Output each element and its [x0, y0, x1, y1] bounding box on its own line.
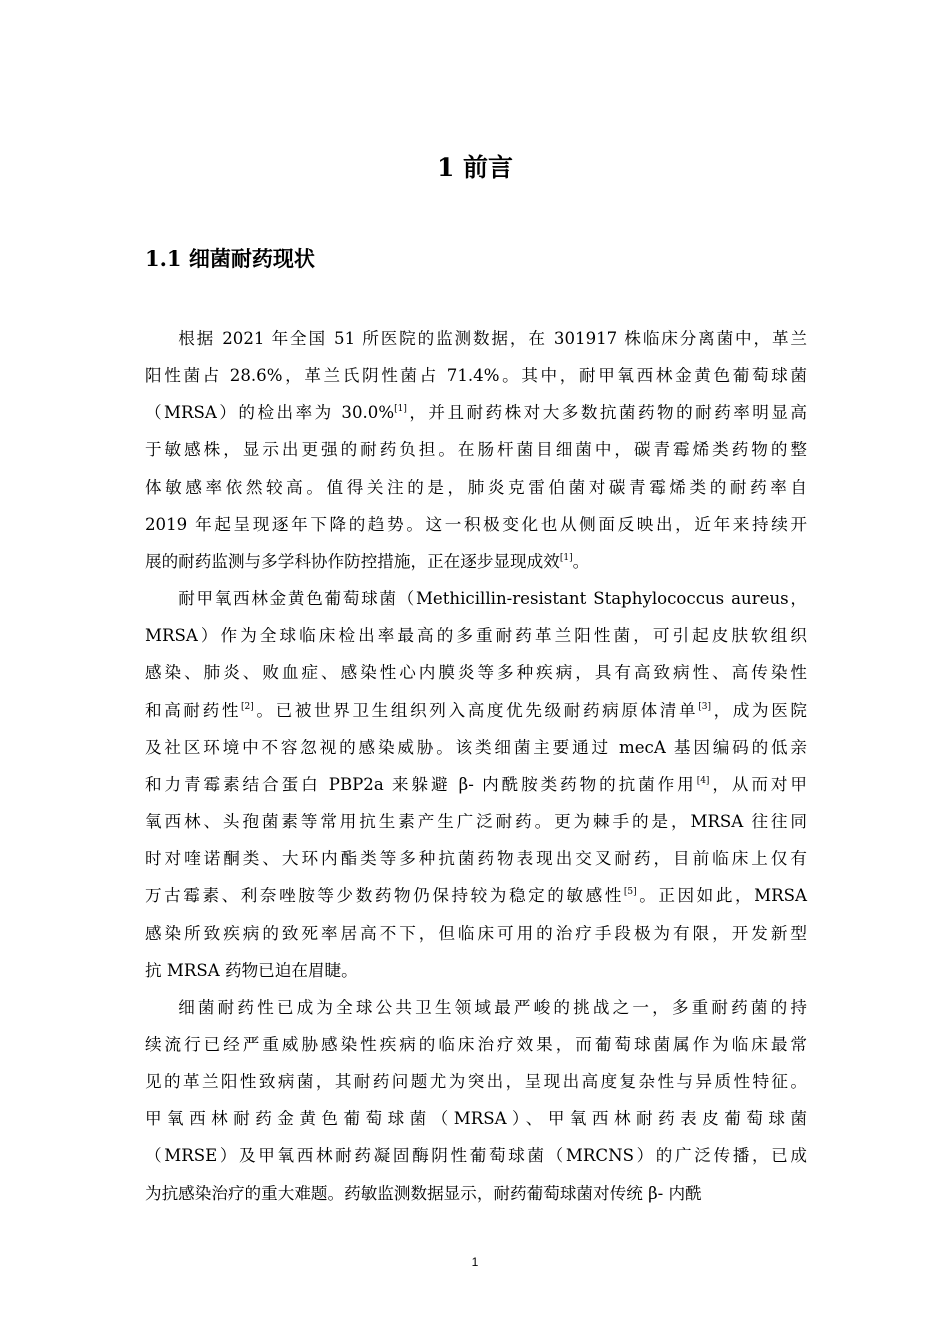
- text-line: 2019 年起呈现逐年下降的趋势。这一积极变化也从侧面反映出，近年来持续开: [145, 514, 807, 534]
- text-line: 及社区环境中不容忽视的感染威胁。该类细菌主要通过 mecA 基因编码的低亲: [145, 737, 807, 757]
- citation: [2]: [241, 701, 254, 712]
- citation: [1]: [559, 552, 573, 563]
- text-line: 和力青霉素结合蛋白 PBP2a 来躲避 β- 内酰胺类药物的抗菌作用[4]，从而对甲: [145, 774, 807, 794]
- citation: [3]: [698, 701, 711, 712]
- section-title: 1.1 细菌耐药现状: [145, 246, 315, 271]
- paragraph: [145, 320, 807, 580]
- text-line: 甲氧西林耐药金黄色葡萄球菌（MRSA）、甲氧西林耐药表皮葡萄球菌: [145, 1109, 807, 1129]
- paragraph: [145, 580, 807, 989]
- text-line: 展的耐药监测与多学科协作防控措施，正在逐步显现成效[1]。: [145, 551, 590, 571]
- text-line: 于敏感株，显示出更强的耐药负担。在肠杆菌目细菌中，碳青霉烯类药物的整: [145, 440, 807, 460]
- page-number: 1: [471, 1255, 479, 1269]
- chapter-title: 1 前言: [436, 153, 514, 182]
- citation: [5]: [623, 887, 637, 898]
- text-line: 阳性菌占 28.6%，革兰氏阴性菌占 71.4%。其中，耐甲氧西林金黄色葡萄球菌: [145, 366, 807, 386]
- text-line: MRSA）作为全球临床检出率最高的多重耐药革兰阳性菌，可引起皮肤软组织: [145, 626, 807, 646]
- text-line: 细菌耐药性已成为全球公共卫生领域最严峻的挑战之一，多重耐药菌的持: [178, 997, 807, 1017]
- text-line: 根据 2021 年全国 51 所医院的监测数据，在 301917 株临床分离菌中，革兰: [178, 329, 807, 348]
- text-line: 体敏感率依然较高。值得关注的是，肺炎克雷伯菌对碳青霉烯类的耐药率自: [145, 477, 807, 497]
- text-line: （MRSE）及甲氧西林耐药凝固酶阴性葡萄球菌（MRCNS）的广泛传播，已成: [145, 1146, 807, 1166]
- text-line: 氧西林、头孢菌素等常用抗生素产生广泛耐药。更为棘手的是，MRSA 往往同: [145, 812, 807, 832]
- text-line: 感染、肺炎、败血症、感染性心内膜炎等多种疾病，具有高致病性、高传染性: [145, 663, 807, 683]
- citation: [1]: [394, 404, 407, 415]
- text-line: 万古霉素、利奈唑胺等少数药物仍保持较为稳定的敏感性[5]。正因如此，MRSA: [145, 886, 807, 906]
- text-line: （MRSA）的检出率为 30.0%[1]，并且耐药株对大多数抗菌药物的耐药率明显高: [145, 403, 808, 423]
- body-text: [145, 320, 807, 1212]
- text-line: 和高耐药性[2]。已被世界卫生组织列入高度优先级耐药病原体清单[3]，成为医院: [145, 700, 808, 720]
- text-line: 时对喹诺酮类、大环内酯类等多种抗菌药物表现出交叉耐药，目前临床上仅有: [145, 849, 807, 869]
- citation: [4]: [696, 775, 710, 786]
- text-line: 为抗感染治疗的重大难题。药敏监测数据显示，耐药葡萄球菌对传统 β- 内酰: [145, 1183, 702, 1203]
- text-line: 续流行已经严重威胁感染性疾病的临床治疗效果，而葡萄球菌属作为临床最常: [145, 1034, 807, 1054]
- text-line: 耐甲氧西林金黄色葡萄球菌（Methicillin-resistant Staphylococcus aureus，: [178, 589, 807, 609]
- paragraph: [145, 989, 807, 1212]
- text-line: 抗 MRSA 药物已迫在眉睫。: [145, 960, 358, 980]
- text-line: 见的革兰阳性致病菌，其耐药问题尤为突出，呈现出高度复杂性与异质性特征。: [145, 1072, 807, 1092]
- text-line: 感染所致疾病的致死率居高不下，但临床可用的治疗手段极为有限，开发新型: [145, 923, 807, 943]
